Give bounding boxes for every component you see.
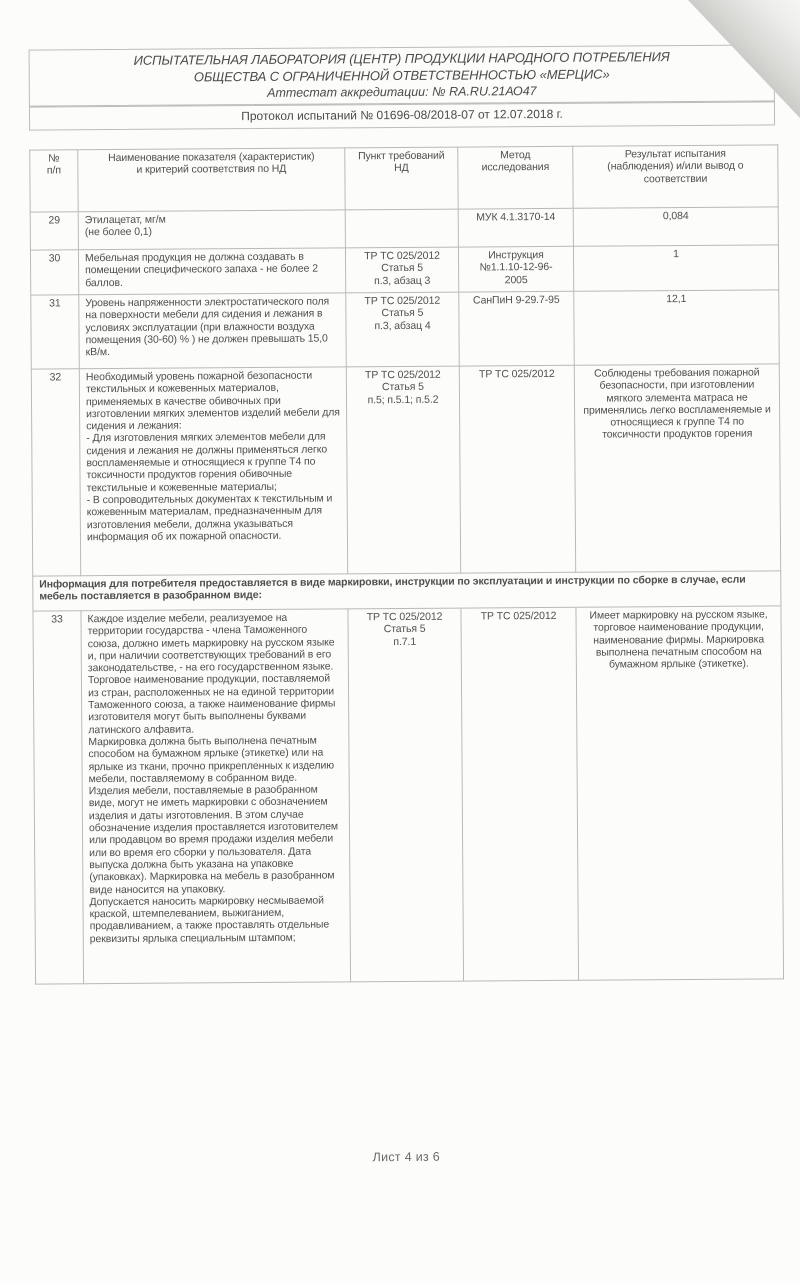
row32-result: Соблюдены требования пожарной безопасности, при изготовлении мягкого элемента матраса не применялись легко воспламеняемые и относящиеся к группе Т4 по токсичности продуктов горения [574, 364, 780, 572]
table-header-row [30, 145, 778, 212]
row32-num: 32 [31, 369, 80, 576]
row32-requirement: ТР ТС 025/2012 Статья 5 п.5; п.5.1; п.5.2 [346, 366, 460, 574]
row29-result: 0,084 [573, 207, 778, 246]
table-row [30, 207, 778, 250]
protocol-title: Протокол испытаний № 01696-08/2018-07 от 12.07.2018 г. [29, 100, 775, 130]
header-cell-num: № п/п [30, 150, 78, 212]
header-cell-requirement: Пункт требований НД [345, 147, 458, 210]
row29-name: Этилацетат, мг/м (не более 0,1) [78, 210, 345, 250]
table-row [33, 606, 784, 984]
row31-num: 31 [31, 295, 80, 369]
row32-name: Необходимый уровень пожарной безопасности текстильных и кожевенных материалов, применяемых в качестве обивочных при изготовлении мягких элементов изделий мебели для сидения и лежания: - Для изготовления мягких элементов мебели для сидения и лежания не должны применяться легко воспламеняемые и относящиеся к группе Т4 по токсичности продуктов горения обивочные текстильные и кожевенные материалы; - В сопроводительных документах к текстильным и кожевенным материалам, предназначенным для изготовления мебели, должна указываться информация об их пожарной опасности. [79, 367, 347, 576]
row33-method: ТР ТС 025/2012 [461, 607, 579, 981]
row30-result: 1 [573, 245, 778, 291]
laboratory-name-line2: ОБЩЕСТВА С ОГРАНИЧЕННОЙ ОТВЕТСТВЕННОСТЬЮ «МЕРЦИС» [193, 66, 610, 84]
row30-num: 30 [30, 250, 78, 295]
row33-result: Имеет маркировку на русском языке, торговое наименование продукции, наименование фирмы. Маркировка выполнена печатным способом на бумажном ярлыке (этикетке). [576, 606, 784, 980]
accreditation-certificate: Аттестат аккредитации: № RA.RU.21АО47 [267, 84, 537, 100]
table-row [31, 290, 779, 369]
table-row [30, 245, 778, 295]
header-cell-result: Результат испытания (наблюдения) и/или вывод о соответствии [573, 145, 778, 208]
header-cell-name: Наименование показателя (характеристик) и критерий соответствия по НД [78, 148, 345, 212]
row33-num: 33 [33, 611, 84, 984]
row31-method: СанПиН 9-29.7-95 [459, 291, 575, 366]
table-row [31, 364, 780, 576]
row29-method: МУК 4.1.3170-14 [458, 208, 573, 247]
laboratory-header-box [29, 44, 775, 107]
test-results-table [29, 144, 784, 984]
row29-requirement [345, 209, 458, 248]
row31-requirement: ТР ТС 025/2012 Статья 5 п.3, абзац 4 [346, 292, 460, 367]
row31-result: 12,1 [574, 290, 780, 365]
consumer-info-note-row [33, 571, 781, 611]
row30-method: Инструкция №1.1.10-12-96- 2005 [458, 246, 573, 292]
row30-requirement: ТР ТС 025/2012 Статья 5 п.3, абзац 3 [345, 247, 458, 293]
page-number-label: Лист 4 из 6 [372, 1149, 441, 1165]
row32-method: ТР ТС 025/2012 [459, 365, 575, 573]
consumer-info-note: Информация для потребителя предоставляется в виде маркировки, инструкции по эксплуатации и инструкции по сборке в случае, если мебель поставляется в разобранном виде: [33, 571, 781, 611]
row33-name: Каждое изделие мебели, реализуемое на территории государства - члена Таможенного союза, должно иметь маркировку на русском языке и, при наличии соответствующих требований в его законодательстве, - на его государственном языке. Торговое наименование продукции, поставляемой из стран, расположенных не на единой территории Таможенного союза, а также наименование фирмы изготовителя могут быть выполнены буквами латинского алфавита. Маркировка должна быть выполнена печатным способом на бумажном ярлыке (этикетке) или на ярлыке из ткани, прочно прикрепленных к изделию мебели, поставляемому в собранном виде. Изделия мебели, поставляемые в разобранном виде, могут не иметь маркировки с обозначением изделия и даты изготовления. В этом случае обозначение изделия проставляется изготовителем или продавцом во время продажи изделия мебели или во время его сборки у пользователя. Дата выпуска должна быть указана на упаковке (упаковках). Маркировка на мебель в разобранном виде наносится на упаковку. Допускается наносить маркировку несмываемой краской, штемпелеванием, выжиганием, продавливанием, а также проставлять отдельные реквизиты ярлыка специальным штампом; [81, 609, 351, 984]
row33-requirement: ТР ТС 025/2012 Статья 5 п.7.1 [348, 608, 464, 982]
row29-num: 29 [30, 212, 78, 250]
laboratory-name-line1: ИСПЫТАТЕЛЬНАЯ ЛАБОРАТОРИЯ (ЦЕНТР) ПРОДУКЦИИ НАРОДНОГО ПОТРЕБЛЕНИЯ [133, 49, 670, 68]
row30-name: Мебельная продукция не должна создавать в помещении специфического запаха - не более 2 баллов. [78, 248, 345, 295]
header-cell-method: Метод исследования [458, 146, 573, 209]
row31-name: Уровень напряженности электростатического поля на поверхности мебели для сидения и лежания в условиях эксплуатации (при влажности воздуха помещения (30-60) % ) не должен превышать 15,0 кВ/м. [79, 293, 347, 369]
